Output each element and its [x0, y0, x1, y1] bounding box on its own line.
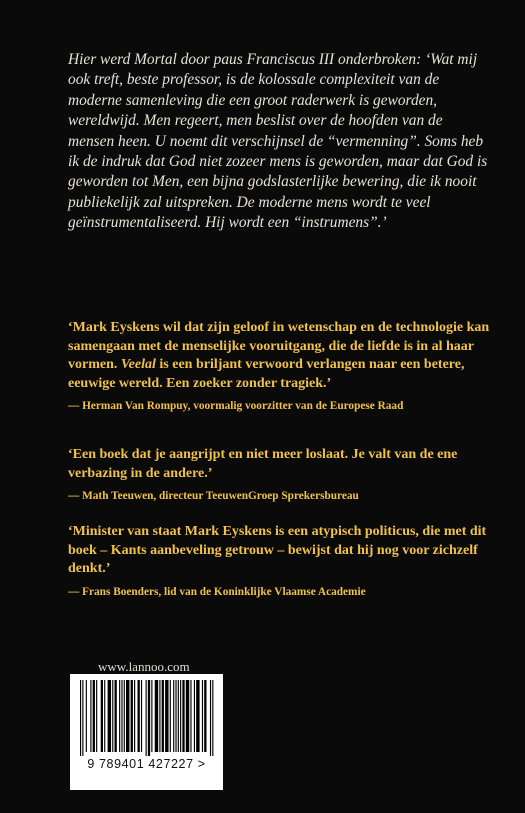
- barcode-bar: [115, 680, 117, 752]
- excerpt-text: Hier werd Mortal door paus Franciscus III onderbroken: ‘Wat mij ook treft, beste professor, is de kolossale complexiteit van de moderne samenleving die een groot raderwerk is geworden, wereldwijd. Men regeert, men beslist over de hoofden van de mensen heen. U noemt dit verschijnsel de “vermenning”. Soms heb ik de indruk dat God niet zozeer mens is geworden, maar dat God is geworden tot Men, een bijna godslasterlijke bewering, die ik nooit publiekelijk zal uitspreken. De moderne mens wordt te veel geïnstrumentaliseerd. Hij wordt een “instrumens”.’: [68, 51, 488, 232]
- review-quote-1-text-end: is een briljant verwoord verlangen naar een betere, eeuwige wereld. Een zoeker zonder tragiek.’: [68, 357, 465, 391]
- barcode-bar: [210, 680, 211, 756]
- barcode-bar: [182, 680, 184, 752]
- barcode-bar: [121, 680, 122, 752]
- barcode-digits: 9 789401 427227 >: [87, 757, 206, 771]
- review-quote-3-text: ‘Minister van staat Mark Eyskens is een atypisch politicus, die met dit boek – Kants aanbeveling getrouw – bewijst dat hij nog voor zichzelf denkt.’: [68, 524, 487, 576]
- barcode-bar: [126, 680, 129, 752]
- barcode-bar: [108, 680, 111, 752]
- barcode-bar: [141, 680, 142, 752]
- book-title-italic: Veelal: [120, 357, 156, 372]
- barcode-bar: [175, 680, 176, 752]
- barcode-bar: [165, 680, 168, 752]
- barcode-bars: [78, 680, 215, 756]
- barcode-bar: [101, 680, 103, 752]
- barcode-bar: [159, 680, 160, 752]
- barcode-bar: [162, 680, 164, 752]
- barcode-bar: [112, 680, 113, 752]
- review-quote-3-attribution: — Frans Boenders, lid van de Koninklijke Vlaamse Academie: [68, 585, 366, 598]
- barcode-bar: [186, 680, 189, 752]
- barcode-bar: [124, 680, 125, 752]
- barcode-bar: [90, 680, 91, 752]
- barcode-bar: [131, 680, 133, 752]
- review-quote-1-text: [68, 319, 498, 393]
- barcode-bar: [202, 680, 203, 752]
- barcode-bar: [134, 680, 135, 752]
- review-quote-1-attribution: — Herman Van Rompuy, voormalig voorzitter van de Europese Raad: [68, 400, 404, 412]
- barcode-bar: [212, 680, 213, 756]
- barcode-bar: [146, 680, 147, 756]
- barcode-bar: [80, 680, 81, 756]
- barcode-bar: [204, 680, 206, 752]
- barcode-bar: [82, 680, 83, 756]
- review-quote-2: [68, 446, 498, 503]
- barcode-bar: [151, 680, 152, 752]
- review-quote-2-attribution: — Math Teeuwen, directeur TeeuwenGroep Sprekersbureau: [68, 490, 359, 502]
- back-cover-excerpt: [68, 50, 488, 234]
- barcode-bar: [178, 680, 179, 752]
- review-quote-3: [68, 523, 498, 599]
- barcode-bar: [104, 680, 105, 752]
- barcode-bar: [180, 680, 181, 752]
- barcode-bar: [155, 680, 158, 752]
- barcode-bar: [194, 680, 195, 752]
- barcode-bar: [196, 680, 199, 752]
- review-quote-1: [68, 319, 498, 413]
- barcode-bar: [119, 680, 120, 752]
- barcode-bar: [148, 680, 150, 756]
- isbn-barcode: [70, 674, 223, 790]
- publisher-website: www.lannoo.com: [98, 659, 190, 674]
- barcode-bar: [190, 680, 191, 752]
- barcode-bar: [86, 680, 87, 752]
- barcode-bar: [93, 680, 95, 752]
- barcode-bar: [170, 680, 171, 752]
- barcode-bar: [138, 680, 140, 752]
- review-quote-1-text-start: ‘Mark Eyskens wil dat zijn geloof in wetenschap en de technologie kan samengaan met de menselijke vooruitgang, die de liefde is in al haar vormen.: [68, 320, 490, 372]
- barcode-bar: [96, 680, 97, 752]
- review-quote-2-text: ‘Een boek dat je aangrijpt en niet meer loslaat. Je valt van de ene verbazing in de andere.’: [68, 447, 458, 481]
- barcode-bar: [173, 680, 174, 752]
